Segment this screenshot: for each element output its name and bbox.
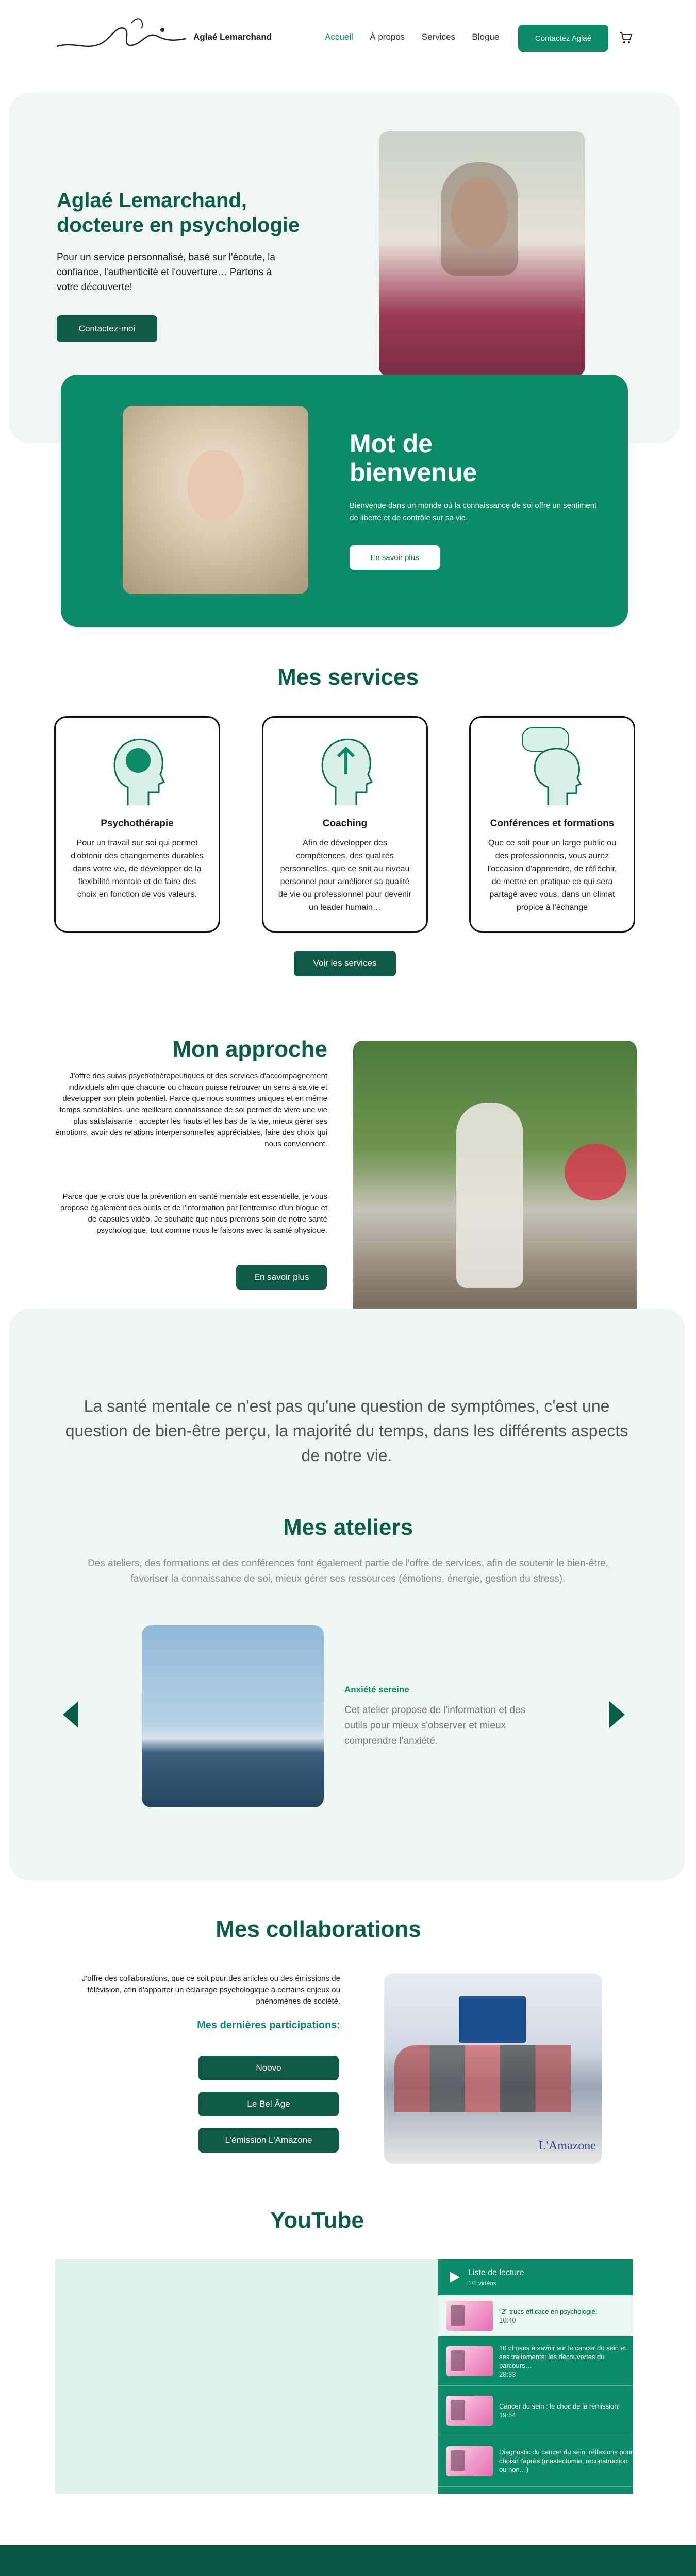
collab-bel-age-button[interactable]: Le Bel Âge (198, 2092, 339, 2116)
collab-noovo-button[interactable]: Noovo (198, 2056, 339, 2080)
tv-screen (459, 1996, 526, 2043)
video-thumbnail (446, 2446, 493, 2476)
approach-photo-person (456, 1103, 523, 1288)
youtube-player[interactable] (55, 2259, 438, 2494)
collaborations-title: Mes collaborations (216, 1917, 421, 1942)
hero-contact-button[interactable]: Contactez-moi (57, 315, 157, 342)
approach-photo (353, 1041, 637, 1350)
playlist-items (438, 2295, 633, 2487)
welcome-photo (123, 406, 308, 594)
carousel-prev-icon[interactable] (61, 1700, 79, 1729)
contact-aglae-button[interactable]: Contactez Aglaé (518, 25, 608, 52)
tv-guests (394, 2045, 590, 2112)
main-nav (310, 32, 499, 42)
welcome-text: Bienvenue dans un monde où la connaissance de soi offre un sentiment de liberté et de contrôle sur sa vie. (350, 501, 597, 522)
brand-name: Aglaé Lemarchand (193, 32, 272, 42)
head-speech-icon (520, 725, 592, 808)
nav-home[interactable]: Accueil (325, 32, 353, 42)
hero-portrait-photo (379, 131, 585, 376)
service-card-psychotherapy[interactable]: Psychothérapie Pour un travail sur soi qui permet d'obtenir des changements durables dans votre vie, de développer de la flexibilité mentale et de faire des choix en fonction de vos valeurs. (54, 716, 220, 933)
playlist-item[interactable]: 10 choses à savoir sur le cancer du sein et ses traitements: les découvertes du parcours… 28:33 (438, 2336, 633, 2386)
head-brain-icon (105, 731, 172, 808)
collaborations-tv-photo (384, 1973, 602, 2164)
video-thumbnail (446, 2301, 493, 2331)
cart-icon[interactable] (619, 31, 633, 44)
approach-photo-flowers (565, 1144, 626, 1200)
playlist-item[interactable]: Cancer du sein : le choc de la rémission! 19:54 (438, 2386, 633, 2435)
welcome-photo-face (187, 450, 244, 522)
approach-paragraph-1: J'offre des suivis psychothérapeutiques et des services d'accompagnement individuels afin que chacune ou chacun puisse retrouver un sens à sa vie et développer son plein potentiel. Parce que nous sommes uniques et en même temps semblables, une meilleure connaissance de soi permet de vivre une vie plus satisfaisante : accepter les hauts et les bas de la vie, mieux gérer ses émotions, avoir des relations interpersonnelles appréciables, faire des choix qui nous conviennent. (55, 1072, 327, 1148)
collab-amazone-button[interactable]: L'émission L'Amazone (198, 2128, 339, 2153)
service-card-conferences[interactable]: Conférences et formations Que ce soit pour un large public ou des professionnels, vous aurez l'occasion d'apprendre, de réfléchir, de mettre en pratique ce qui sera partagé avec vous, dans un climat propice à l'échange (469, 716, 635, 933)
playlist-item[interactable]: "2" trucs efficace en psychologie! 10:40 (438, 2295, 633, 2336)
youtube-playlist-panel (438, 2259, 633, 2494)
workshops-intro: Des ateliers, des formations et des conférences font également partie de l'offre de services, afin de soutenir le bien-être, favoriser la connaissance de soi, mieux gérer ses ressources (émotions, énergie, gestion du stress). (88, 1558, 608, 1584)
youtube-title: YouTube (270, 2208, 364, 2233)
play-icon[interactable] (448, 2270, 461, 2284)
playlist-title: Liste de lecture (468, 2268, 524, 2277)
site-footer (0, 2545, 696, 2576)
nav-blog[interactable]: Blogue (472, 32, 500, 42)
portrait-hair (441, 162, 518, 276)
approach-paragraph-2: Parce que je crois que la prévention en santé mentale est essentielle, je vous propose également des outils et de l'information par l'entremise d'un blogue et de capsules vidéo. Je souhaite que nous prenions soin de notre santé psychologique, tout comme nous le faisons avec la santé physique. (60, 1192, 327, 1235)
service-card-coaching[interactable]: Coaching Afin de développer des compétences, des qualités personnelles, que ce soit au niveau personnel pour améliorer sa qualité de vie ou professionnel pour devenir un leader humain… (262, 716, 428, 933)
playlist-item[interactable]: Diagnostic du cancer du sein: réflexions pour choisir l'après (mastectomie, reconstruction ou non…) (438, 2435, 633, 2487)
tv-caption: L'Amazone (539, 2139, 596, 2153)
workshop-slide-title: Anxiété sereine (344, 1685, 409, 1694)
latest-participations-title: Mes dernières participations: (197, 2020, 340, 2031)
carousel-next-icon[interactable] (608, 1700, 627, 1729)
workshop-slide-photo (142, 1625, 324, 1807)
video-thumbnail (446, 2396, 493, 2426)
site-header (0, 0, 696, 77)
hero-title: Aglaé Lemarchand, docteure en psychologie (57, 189, 300, 236)
see-services-button[interactable]: Voir les services (294, 951, 396, 976)
services-title: Mes services (277, 665, 419, 690)
collaborations-text: J'offre des collaborations, que ce soit pour des articles ou des émissions de télévision, afin d'apporter un éclairage psychologique à certains enjeux ou phénomènes de société. (81, 1974, 340, 2006)
head-arrow-icon (312, 731, 379, 808)
approach-title: Mon approche (172, 1037, 327, 1062)
workshops-title: Mes ateliers (283, 1515, 413, 1540)
welcome-title: Mot de bienvenue (350, 429, 477, 487)
nav-services[interactable]: Services (421, 32, 455, 42)
nav-about[interactable]: À propos (370, 32, 405, 42)
video-thumbnail (446, 2346, 493, 2376)
quote-text: La santé mentale ce n'est pas qu'une question de symptômes, c'est une question de bien-être perçu, la majorité du temps, dans les différents aspects de notre vie. (65, 1397, 628, 1465)
approach-learn-more-button[interactable]: En savoir plus (236, 1265, 327, 1290)
workshop-slide-text: Cet atelier propose de l'information et des outils pour mieux s'observer et mieux comprendre l'anxiété. (344, 1705, 526, 1747)
signature-logo[interactable] (54, 15, 188, 57)
hero-text: Pour un service personnalisé, basé sur l'écoute, la confiance, l'authenticité et l'ouverture… Partons à votre découverte! (57, 252, 275, 293)
playlist-count: 1/5 vidéos (468, 2280, 496, 2287)
welcome-learn-more-button[interactable]: En savoir plus (350, 545, 440, 570)
